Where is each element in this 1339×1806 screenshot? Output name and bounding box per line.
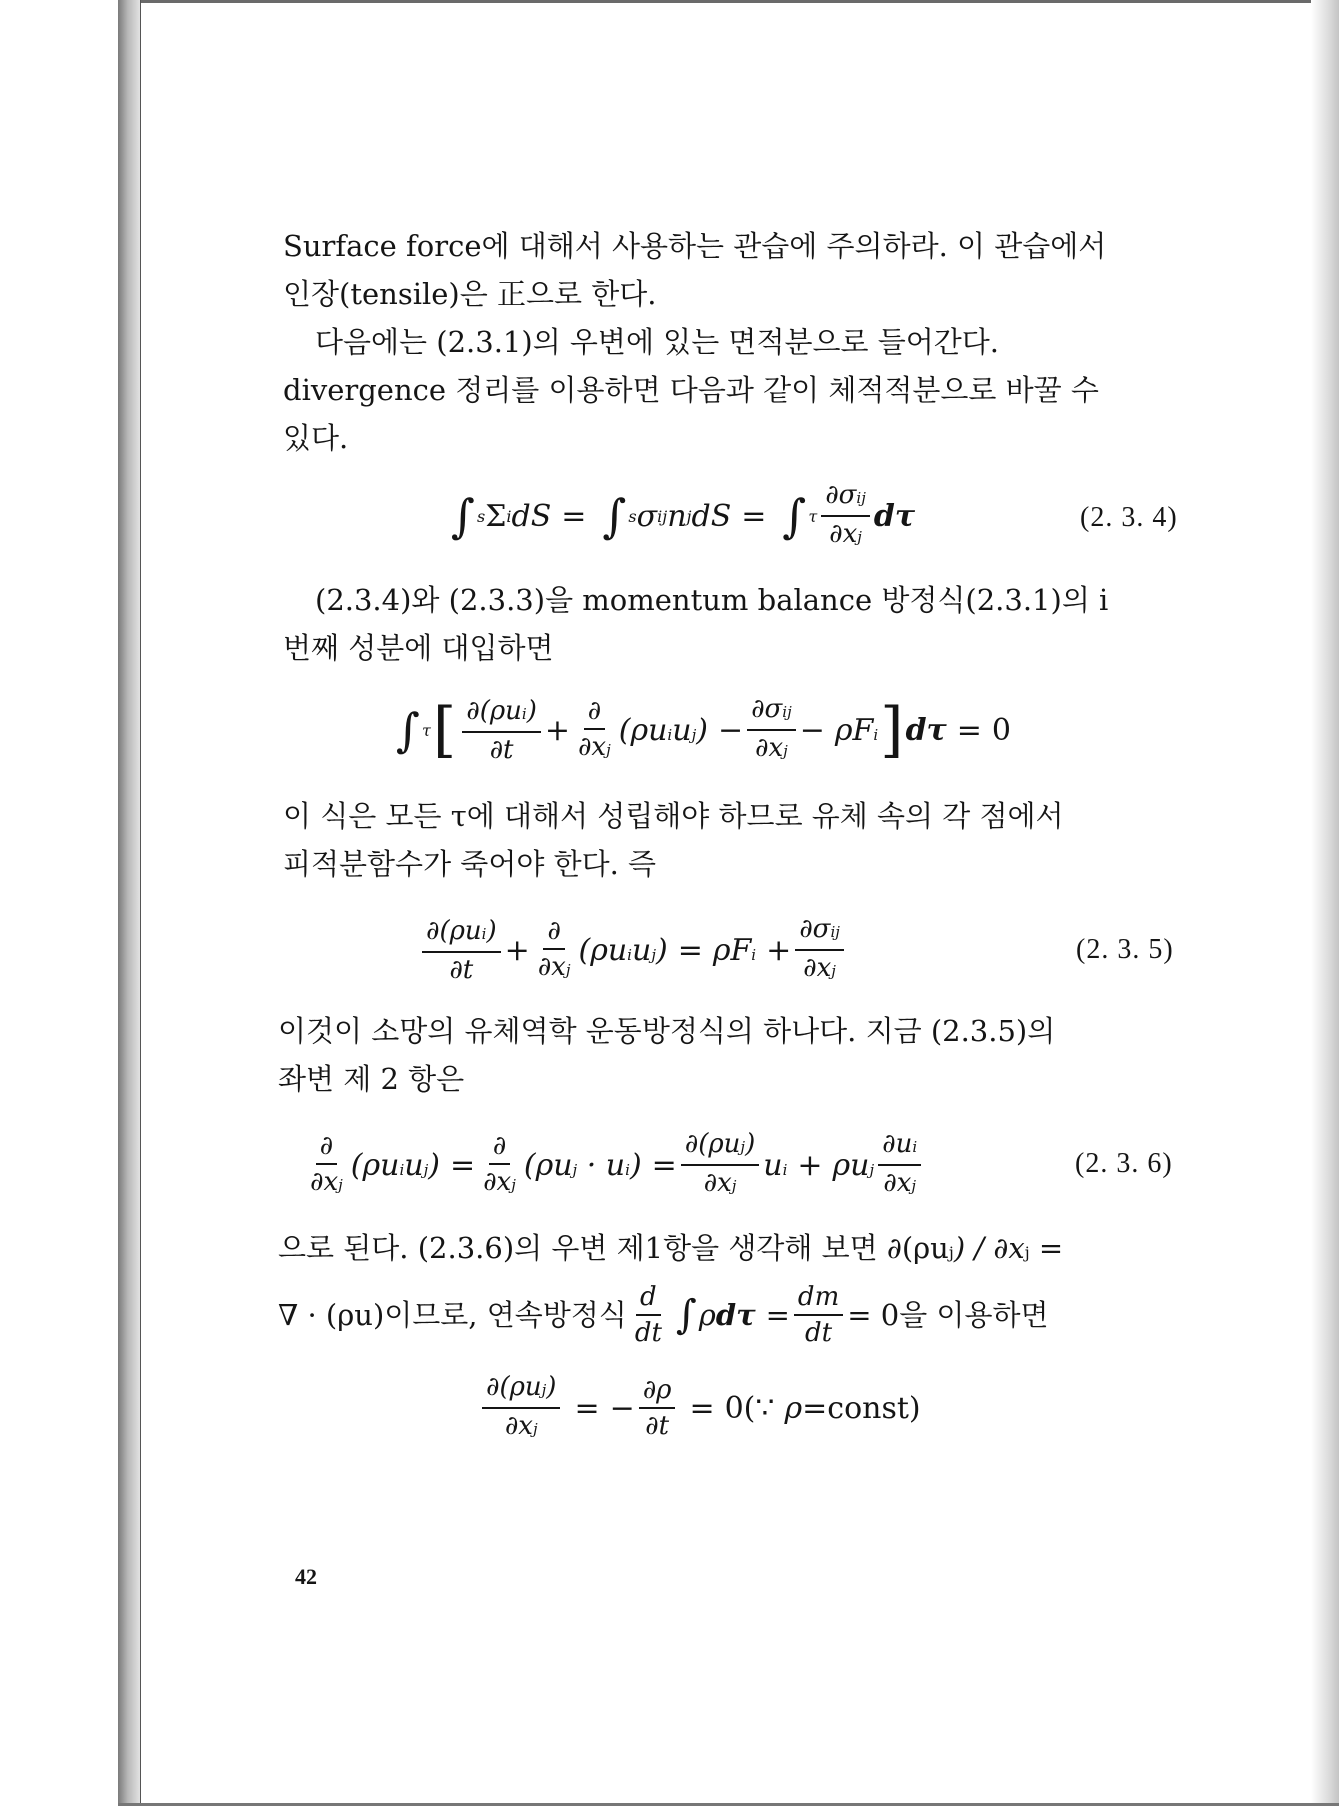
text-line: 으로 된다. (2.3.6)의 우변 제1항을 생각해 보면 ∂(ρuj) / ∂xj = (278, 1231, 1064, 1265)
equation-integral-balance: ∫ τ [ $\frac{\text{∂(ρui)}}{\partial t}$ + $\frac{\partial}{\partial xj}$ (ρuiuj) − $\frac{\text{∂σij}}{\partial xj}$ − ρFi ] dτ = 0 (396, 694, 1011, 765)
text-line: 인장(tensile)은 正으로 한다. (283, 277, 657, 311)
text-line: 이 식은 모든 τ에 대해서 성립해야 하므로 유체 속의 각 점에서 (283, 799, 1064, 833)
equation-continuity: $\frac{\text{∂(ρuj)}}{\partial xj}$ = − $\frac{\partial\rho}{\partial t}$ = 0(∵ ρ =const) (478, 1370, 921, 1446)
text-line: 있다. (283, 421, 349, 455)
page-right-edge (1311, 0, 1339, 1806)
paragraph-5 (278, 1007, 1178, 1103)
page-left-edge (118, 0, 141, 1806)
fraction: $\frac{dm}{dt}$ (794, 1282, 843, 1348)
fraction: $\frac{d}{dt}$ (634, 1282, 662, 1348)
equation-number: (2. 3. 6) (1075, 1148, 1173, 1179)
text-line: 좌변 제 2 항은 (278, 1062, 465, 1096)
equation-2-3-4: ∫ s Σ i dS = ∫ s σ ij n j dS = ∫ τ $\frac{\text{∂σij}}{\partial xj}$ dτ (451, 480, 916, 549)
page-number: 42 (295, 1564, 317, 1589)
paragraph-4 (283, 792, 1183, 888)
equation-number: (2. 3. 5) (1076, 934, 1174, 965)
text-line: 다음에는 (2.3.1)의 우변에 있는 면적분으로 들어간다. (315, 325, 999, 359)
text-line: 피적분함수가 죽어야 한다. 즉 (283, 847, 657, 881)
page-top-edge (118, 0, 1339, 3)
paragraph-3 (283, 576, 1183, 672)
text-segment: ) / ∂x (953, 1231, 1025, 1265)
paragraph-6 (278, 1224, 1198, 1350)
text-line: ∇ · (ρu)이므로, 연속방정식 $\frac{d}{dt}$ ∫ ρdτ = $\frac{dm}{dt}$ = 0을 이용하면 (278, 1282, 1049, 1348)
text-line: Surface force에 대해서 사용하는 관습에 주의하라. 이 관습에서 (283, 229, 1107, 263)
text-line: 번째 성분에 대입하면 (283, 631, 554, 665)
text-segment: 으로 된다. (2.3.6)의 우변 제1항을 생각해 보면 ∂(ρu (278, 1231, 949, 1265)
text-segment: = 0을 이용하면 (847, 1298, 1049, 1332)
text-line: 이것이 소망의 유체역학 운동방정식의 하나다. 지금 (2.3.5)의 (278, 1014, 1056, 1048)
text-line: divergence 정리를 이용하면 다음과 같이 체적적분으로 바꿀 수 (283, 373, 1099, 407)
equation-2-3-6: $\frac{\partial}{\partial xj}$ (ρuiuj) = $\frac{\partial}{\partial xj}$ (ρuj · ui) = $\frac{\text{∂(ρuj)}}{\partial xj}$ ui + ρuj $\frac{\partial ui}{\partial xj}$ (302, 1126, 925, 1204)
text-line: (2.3.4)와 (2.3.3)을 momentum balance 방정식(2.3.1)의 i (315, 583, 1109, 617)
text-segment: = (1029, 1231, 1064, 1265)
equation-number: (2. 3. 4) (1080, 502, 1178, 533)
paragraph-2 (283, 318, 1183, 462)
text-segment: ∇ · (ρu)이므로, 연속방정식 (278, 1298, 627, 1332)
equation-2-3-5: $\frac{\text{∂(ρui)}}{\partial t}$ + $\frac{\partial}{\partial xj}$ (ρuiuj) = ρFi + $\frac{\text{∂σij}}{\partial xj}$ (418, 912, 848, 988)
paragraph-1 (283, 222, 1183, 318)
